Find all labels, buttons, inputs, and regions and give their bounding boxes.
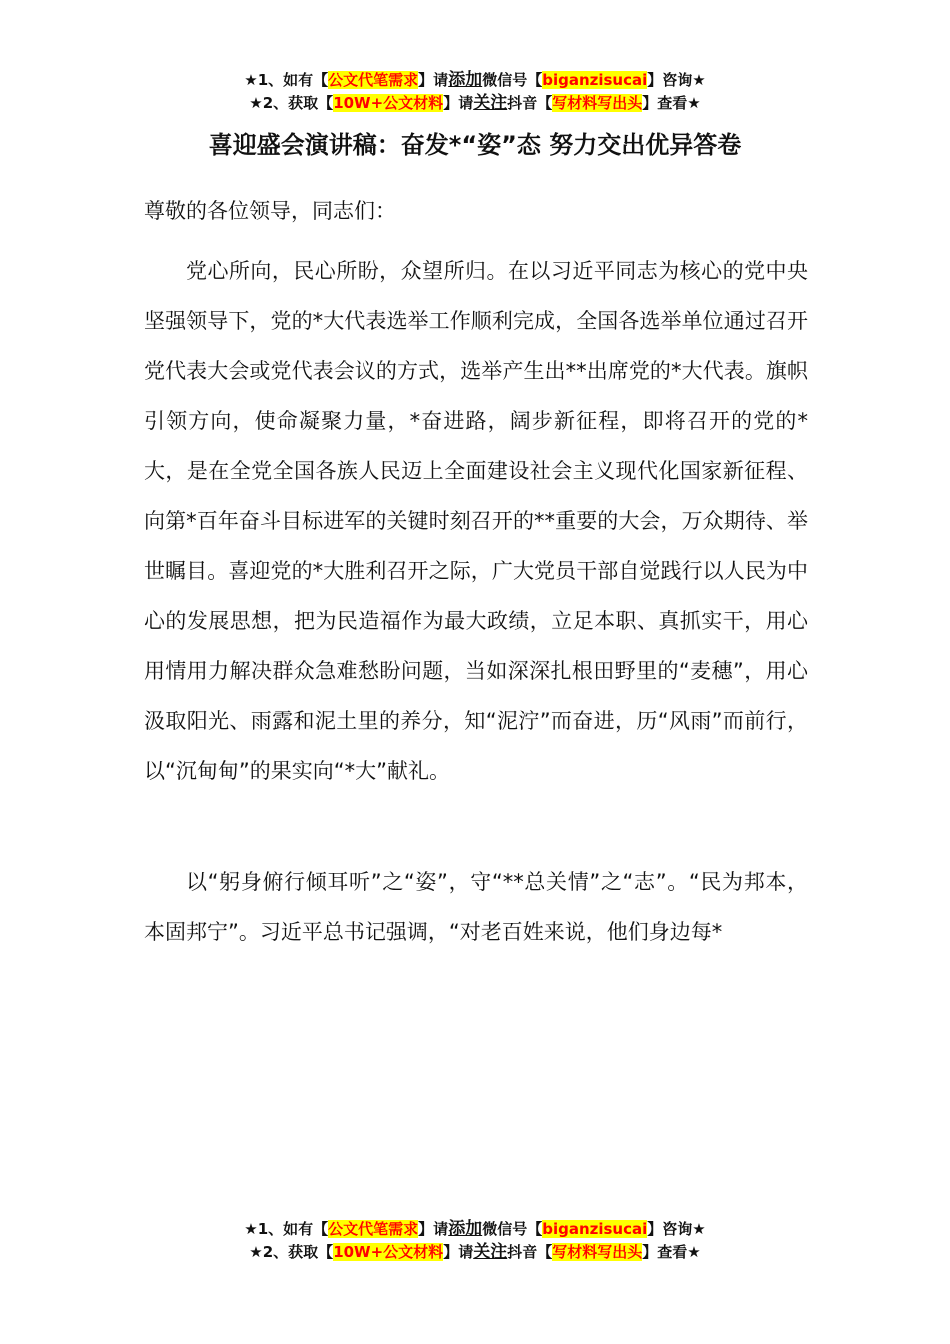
paragraph-1: [144, 246, 808, 796]
banner-line-2: ★2、获取【10W+公文材料】请关注抖音【写材料写出头】查看★: [249, 93, 701, 113]
greeting-text: 尊敬的各位领导，同志们：: [144, 199, 396, 223]
douyin-account-highlight: 写材料写出头: [552, 94, 643, 112]
douyin-account-highlight: 写材料写出头: [552, 1243, 643, 1261]
footer-banner: [0, 1218, 950, 1264]
document-title: 喜迎盛会演讲稿：奋发*“姿”态 努力交出优异答卷: [208, 131, 742, 159]
banner-line-1: ★1、如有【公文代笔需求】请添加微信号【biganzisucai】咨询★: [244, 1219, 706, 1239]
banner-line-2: ★2、获取【10W+公文材料】请关注抖音【写材料写出头】查看★: [249, 1242, 701, 1262]
banner-line-1: ★1、如有【公文代笔需求】请添加微信号【biganzisucai】咨询★: [244, 70, 706, 90]
paragraph-2: [144, 857, 808, 957]
greeting: [144, 186, 808, 236]
ghostwriting-service-highlight: 公文代笔需求: [328, 1220, 419, 1238]
materials-highlight: 10W+公文材料: [333, 94, 444, 112]
paragraph-1-text: 党心所向，民心所盼，众望所归。在以习近平同志为核心的党中央坚强领导下，党的*大代表选举工作顺利完成，全国各选举单位通过召开党代表大会或党代表会议的方式，选举产生出**出席党的*大代表。旗帜引领方向，使命凝聚力量，*奋进路，阔步新征程，即将召开的党的*大，是在全党全国各族人民迈上全面建设社会主义现代化国家新征程、向第*百年奋斗目标进军的关键时刻召开的**重要的大会，万众期待、举世瞩目。喜迎党的*大胜利召开之际，广大党员干部自觉践行以人民为中心的发展思想，把为民造福作为最大政绩，立足本职、真抓实干，用心用情用力解决群众急难愁盼问题，当如深深扎根田野里的“麦穗”，用心汲取阳光、雨露和泥土里的养分，知“泥泞”而奋进，历“风雨”而前行，以“沉甸甸”的果实向“*大”献礼。: [144, 259, 808, 783]
ghostwriting-service-highlight: 公文代笔需求: [328, 71, 419, 89]
header-banner: [0, 69, 950, 115]
materials-highlight: 10W+公文材料: [333, 1243, 444, 1261]
wechat-id-highlight: biganzisucai: [542, 1220, 648, 1238]
wechat-id-highlight: biganzisucai: [542, 71, 648, 89]
paragraph-2-text: 以“躬身俯行倾耳听”之“姿”，守“**总关情”之“志”。“民为邦本，本固邦宁”。习近平总书记强调，“对老百姓来说，他们身边每*: [144, 870, 808, 944]
